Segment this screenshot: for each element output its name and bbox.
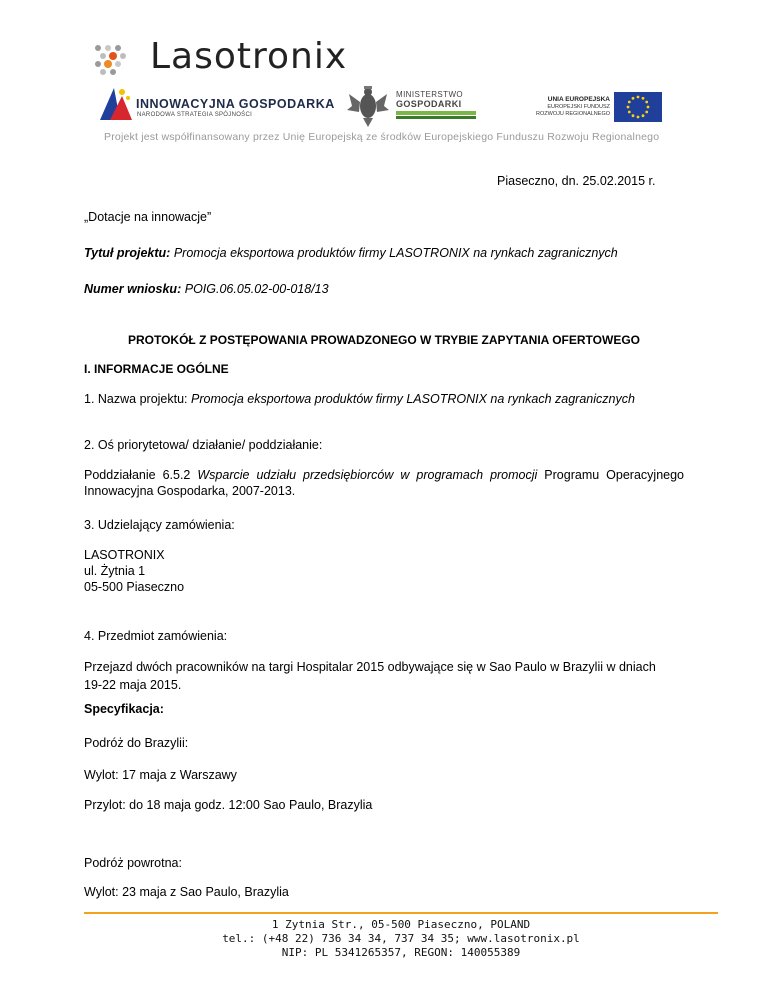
project-title-label: Tytuł projektu:	[84, 246, 171, 260]
ministry-bar	[396, 111, 476, 115]
program-name: „Dotacje na innowacje”	[84, 210, 212, 224]
priority-axis-text-a: Poddziałanie 6.5.2	[84, 468, 198, 482]
ministry-name-line2: GOSPODARKI	[396, 99, 462, 109]
return-departure-line: Wylot: 23 maja z Sao Paulo, Brazylia	[84, 885, 289, 899]
eu-subtitle-line2: ROZWOJU REGIONALNEGO	[536, 111, 610, 117]
section-heading: I. INFORMACJE OGÓLNE	[84, 362, 229, 376]
address-line-2: ul. Żytnia 1	[84, 564, 146, 578]
item-subject: 4. Przedmiot zamówienia:	[84, 629, 228, 643]
footer-rule	[84, 912, 718, 914]
item-project-name	[84, 391, 635, 407]
eu-flag-icon	[614, 92, 662, 122]
eu-subtitle	[520, 104, 610, 118]
priority-axis-text	[84, 467, 684, 499]
address-line-3: 05-500 Piaseczno	[84, 580, 185, 594]
item-contracting-party: 3. Udzielający zamówienia:	[84, 518, 235, 532]
footer-address: 1 Zytnia Str., 05-500 Piaseczno, POLAND	[271, 918, 531, 931]
priority-axis-text-b: Wsparcie udziału przedsiębiorców w programach promocji	[197, 468, 538, 482]
cofinancing-note: Projekt jest współfinansowany przez Unię Europejską ze środków Europejskiego Funduszu Rozwoju Regionalnego	[104, 131, 660, 143]
departure-line: Wylot: 17 maja z Warszawy	[84, 768, 237, 782]
arrival-line: Przylot: do 18 maja godz. 12:00 Sao Paulo, Brazylia	[84, 798, 373, 812]
document-heading: PROTOKÓŁ Z POSTĘPOWANIA PROWADZONEGO W TRYBIE ZAPYTANIA OFERTOWEGO	[127, 333, 640, 347]
project-title-value: Promocja eksportowa produktów firmy LASOTRONIX na rynkach zagranicznych	[173, 246, 618, 260]
company-logo-text: Lasotronix	[150, 36, 348, 77]
item-project-name-value: Promocja eksportowa produktów firmy LASOTRONIX na rynkach zagranicznych	[191, 392, 635, 406]
date-line: Piaseczno, dn. 25.02.2015 r.	[497, 174, 656, 188]
footer-tax-ids: NIP: PL 5341265357, REGON: 140055389	[281, 946, 521, 959]
application-number-label: Numer wniosku:	[84, 282, 182, 296]
trip-to-label: Podróż do Brazylii:	[84, 736, 189, 750]
item-priority-axis: 2. Oś priorytetowa/ działanie/ poddziałanie:	[84, 438, 323, 452]
ig-subtitle: NARODOWA STRATEGIA SPÓJNOŚCI	[137, 112, 253, 118]
innowacyjna-gospodarka-logo-icon	[96, 82, 136, 122]
specification-label: Specyfikacja:	[84, 702, 164, 716]
contracting-address	[84, 547, 184, 595]
application-number-value: POIG.06.05.02-00-018/13	[184, 282, 329, 296]
footer-contact: tel.: (+48 22) 736 34 34, 737 34 35; www.lasotronix.pl	[222, 932, 580, 945]
application-number-row	[84, 281, 329, 297]
subject-text: Przejazd dwóch pracowników na targi Hospitalar 2015 odbywające się w Sao Paulo w Brazylii w dniach 19-22 maja 2015.	[84, 660, 656, 692]
trip-back-label: Podróż powrotna:	[84, 856, 182, 870]
lasotronix-logo-icon	[92, 40, 140, 80]
ig-title: INNOWACYJNA GOSPODARKA	[136, 97, 335, 111]
eu-title: UNIA EUROPEJSKA	[547, 96, 610, 103]
ministry-bar-dark	[396, 116, 476, 119]
polish-eagle-icon	[347, 84, 389, 128]
priority-axis-text-c: Programu Operacyjnego Innowacyjna Gospodarka, 2007-2013.	[84, 468, 684, 498]
ministry-name-line1: MINISTERSTWO	[396, 90, 464, 99]
project-title-row	[84, 245, 618, 261]
eu-subtitle-line1: EUROPEJSKI FUNDUSZ	[547, 104, 610, 110]
item-project-name-label: 1. Nazwa projektu:	[84, 392, 191, 406]
address-line-1: LASOTRONIX	[84, 548, 165, 562]
